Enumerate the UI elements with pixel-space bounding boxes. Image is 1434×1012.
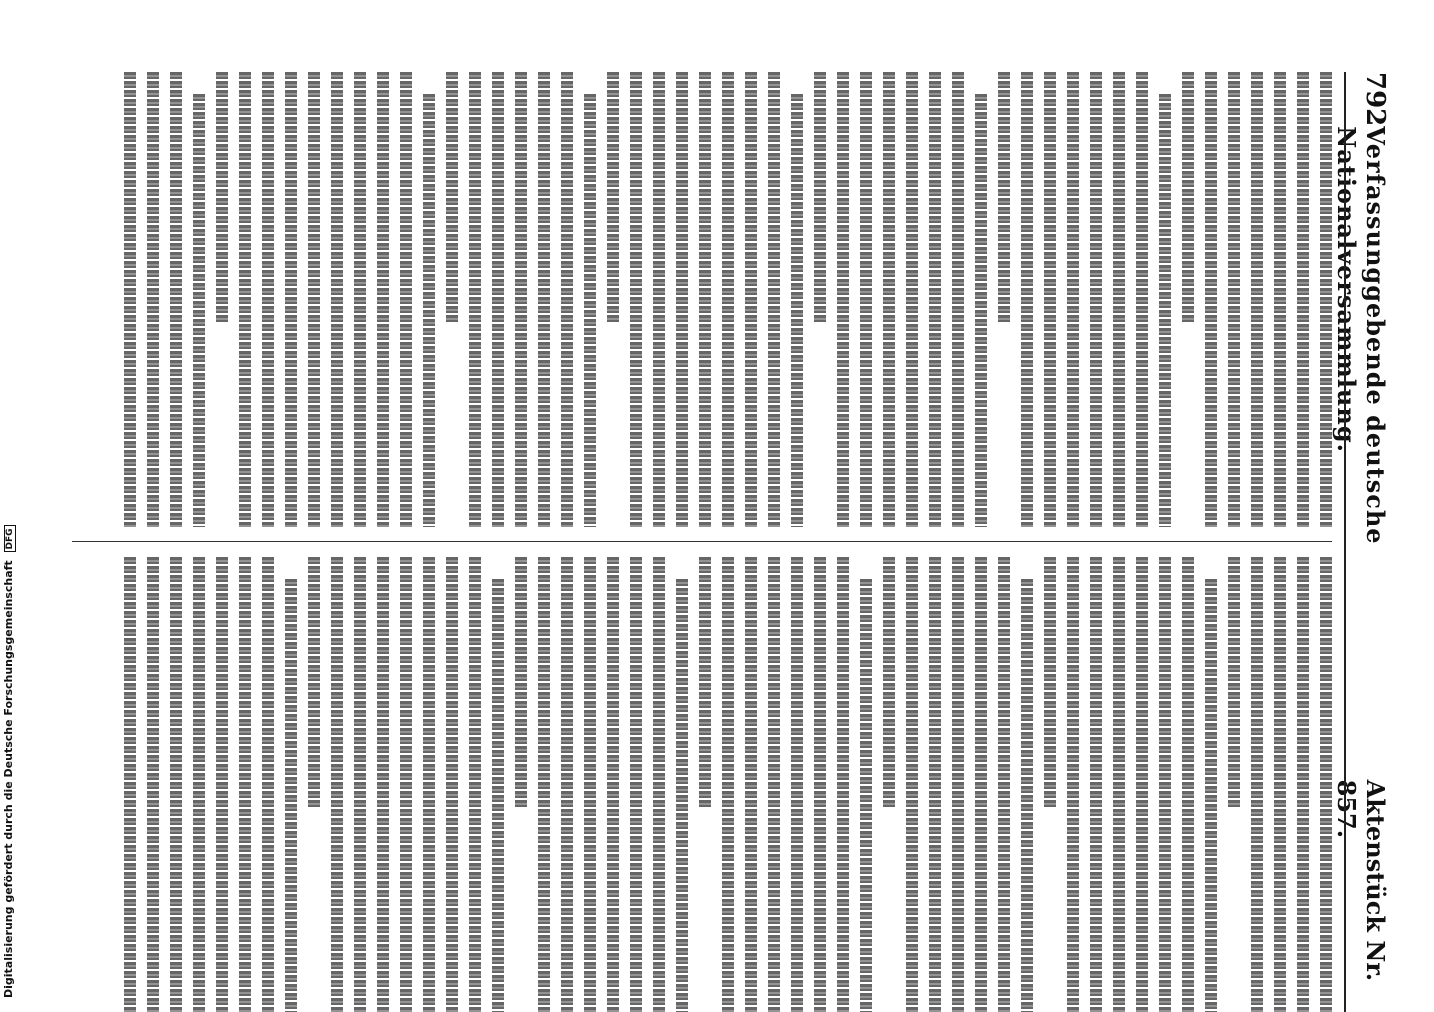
text-line: [285, 579, 297, 1012]
text-line: [1021, 579, 1033, 1012]
text-line: [1067, 557, 1079, 1012]
text-line: [1044, 557, 1056, 807]
text-line: [722, 557, 734, 1012]
text-line: [446, 557, 458, 1012]
text-line: [1159, 94, 1171, 527]
text-line: [837, 557, 849, 1012]
text-line: [561, 557, 573, 1012]
text-line: [699, 72, 711, 527]
text-line: [630, 557, 642, 1012]
text-line: [469, 72, 481, 527]
text-line: [423, 94, 435, 527]
text-line: [170, 557, 182, 1012]
text-line: [262, 557, 274, 1012]
text-line: [860, 579, 872, 1012]
text-line: [1205, 72, 1217, 527]
text-line: [262, 72, 274, 527]
text-line: [768, 557, 780, 1012]
credit-text: Digitalisierung gefördert durch die Deutsche Forschungsgemeinschaft: [2, 560, 15, 998]
page-title: Verfassunggebende deutsche Nationalversammlung.: [1332, 126, 1390, 545]
text-line: [469, 557, 481, 1012]
page-number: 792: [1360, 72, 1390, 127]
text-line: [975, 94, 987, 527]
text-line: [1113, 557, 1125, 1012]
text-line: [1251, 557, 1263, 1012]
text-line: [1182, 72, 1194, 322]
text-line: [170, 72, 182, 527]
text-line: [354, 557, 366, 1012]
text-line: [630, 72, 642, 527]
text-line: [607, 72, 619, 322]
text-line: [124, 72, 136, 527]
text-line: [791, 557, 803, 1012]
text-line: [607, 557, 619, 1012]
text-column-left: [72, 72, 1332, 527]
text-line: [1021, 72, 1033, 527]
text-line: [538, 557, 550, 1012]
text-line: [400, 72, 412, 527]
document-number: Aktenstück Nr. 857.: [1332, 779, 1390, 982]
text-line: [1090, 72, 1102, 527]
text-line: [883, 72, 895, 527]
text-line: [538, 72, 550, 527]
text-line: [1251, 72, 1263, 527]
text-line: [423, 557, 435, 1012]
text-line: [814, 557, 826, 1012]
text-line: [676, 72, 688, 527]
text-line: [239, 557, 251, 1012]
digitization-credit: [2, 525, 16, 998]
text-line: [998, 72, 1010, 322]
text-line: [1320, 72, 1332, 527]
text-line: [745, 557, 757, 1012]
text-line: [1182, 557, 1194, 1012]
text-line: [745, 72, 757, 527]
text-line: [561, 72, 573, 527]
text-line: [331, 72, 343, 527]
text-line: [492, 72, 504, 527]
text-line: [515, 557, 527, 807]
text-line: [929, 72, 941, 527]
text-line: [998, 557, 1010, 1012]
text-line: [906, 557, 918, 1012]
text-line: [124, 557, 136, 1012]
text-line: [860, 72, 872, 527]
text-line: [768, 72, 780, 527]
text-line: [354, 72, 366, 527]
printed-sheet: [60, 72, 1390, 1012]
text-line: [147, 557, 159, 1012]
text-line: [653, 557, 665, 1012]
text-line: [377, 557, 389, 1012]
text-line: [837, 72, 849, 527]
text-line: [1205, 579, 1217, 1012]
text-line: [722, 72, 734, 527]
text-line: [1228, 557, 1240, 807]
text-line: [952, 557, 964, 1012]
text-line: [193, 94, 205, 527]
text-line: [377, 72, 389, 527]
running-header: [1332, 72, 1390, 1012]
text-line: [791, 94, 803, 527]
text-line: [1113, 72, 1125, 527]
text-line: [814, 72, 826, 322]
text-column-right: [72, 557, 1332, 1012]
text-line: [883, 557, 895, 807]
text-line: [285, 72, 297, 527]
text-line: [1136, 557, 1148, 1012]
text-line: [1136, 72, 1148, 527]
text-line: [1044, 72, 1056, 527]
text-line: [331, 557, 343, 1012]
text-line: [1320, 557, 1332, 1012]
text-line: [446, 72, 458, 322]
text-line: [584, 94, 596, 527]
text-line: [239, 72, 251, 527]
text-line: [584, 557, 596, 1012]
text-line: [975, 557, 987, 1012]
text-line: [216, 72, 228, 322]
text-line: [1090, 557, 1102, 1012]
text-line: [308, 72, 320, 527]
text-line: [906, 72, 918, 527]
header-rule: [1344, 72, 1346, 1012]
text-line: [1067, 72, 1079, 527]
text-line: [676, 579, 688, 1012]
text-line: [1274, 72, 1286, 527]
text-line: [308, 557, 320, 807]
text-line: [1297, 72, 1309, 527]
text-line: [400, 557, 412, 1012]
text-line: [1297, 557, 1309, 1012]
text-line: [1228, 72, 1240, 527]
dfg-logo: DFG: [4, 525, 16, 552]
text-line: [216, 557, 228, 1012]
text-line: [929, 557, 941, 1012]
text-line: [952, 72, 964, 527]
text-line: [1274, 557, 1286, 1012]
text-line: [699, 557, 711, 807]
text-line: [515, 72, 527, 527]
text-line: [653, 72, 665, 527]
text-line: [193, 557, 205, 1012]
text-line: [147, 72, 159, 527]
text-line: [1159, 557, 1171, 1012]
text-line: [492, 579, 504, 1012]
column-divider: [72, 541, 1332, 542]
